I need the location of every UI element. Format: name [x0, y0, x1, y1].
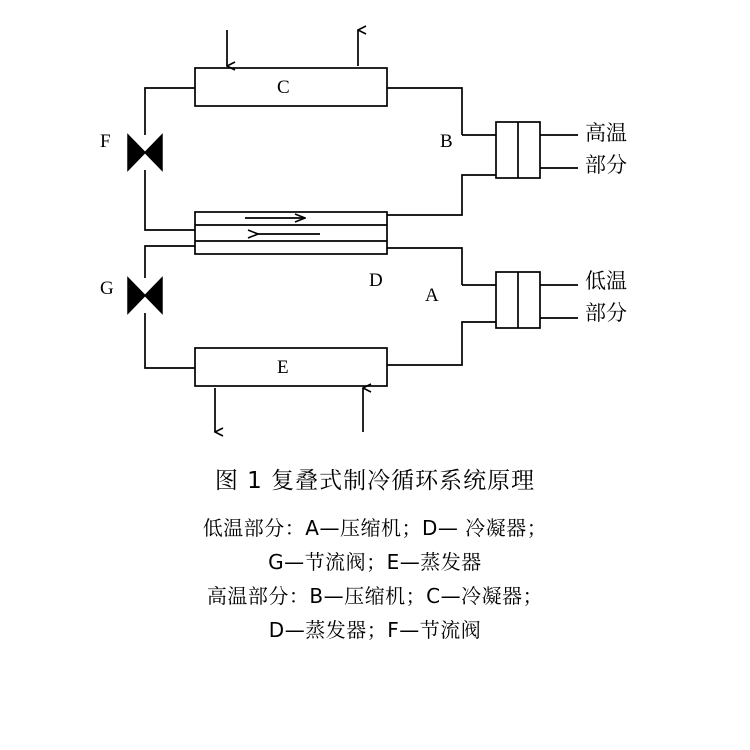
label-component-d: D — [369, 270, 383, 291]
label-component-g: G — [100, 278, 114, 299]
label-component-f: F — [100, 131, 111, 152]
pipe-a-suction-from-e — [387, 322, 496, 365]
label-high-temp-section-line1: 高温 — [585, 121, 627, 145]
pipe-c-to-compressor-b — [387, 88, 462, 135]
label-high-temp-section-line2: 部分 — [585, 153, 627, 177]
figure-caption — [0, 462, 750, 647]
throttle-valve-f — [128, 135, 162, 170]
pipe-d-to-valve-g — [145, 246, 195, 278]
figure-caption-title: 图 1 复叠式制冷循环系统原理 — [214, 468, 536, 494]
compressor-a-symbol — [496, 272, 578, 328]
label-component-c: C — [277, 77, 290, 98]
figure-caption-line-2: G—节流阀；E—蒸发器 — [268, 550, 482, 574]
evaporator-e-box — [195, 348, 387, 386]
throttle-valve-g — [128, 278, 162, 313]
pipe-valve-f-to-d — [145, 170, 195, 230]
label-low-temp-section-line1: 低温 — [585, 269, 627, 293]
pipe-d-to-compressor-a — [387, 248, 462, 285]
figure-caption-line-3: 高温部分：B—压缩机；C—冷凝器； — [206, 584, 544, 608]
pipe-b-suction-from-d — [387, 175, 496, 215]
pipe-c-to-valve-f — [145, 88, 195, 135]
condenser-c-box — [195, 68, 387, 106]
label-component-a: A — [425, 285, 439, 306]
label-component-e: E — [277, 357, 289, 378]
figure-caption-line-4: D—蒸发器；F—节流阀 — [268, 618, 482, 642]
compressor-b-symbol — [496, 122, 578, 178]
pipe-valve-g-to-e — [145, 313, 195, 368]
label-component-b: B — [440, 131, 453, 152]
label-low-temp-section-line2: 部分 — [585, 301, 627, 325]
figure-caption-line-1: 低温部分：A—压缩机；D— 冷凝器； — [202, 516, 548, 540]
